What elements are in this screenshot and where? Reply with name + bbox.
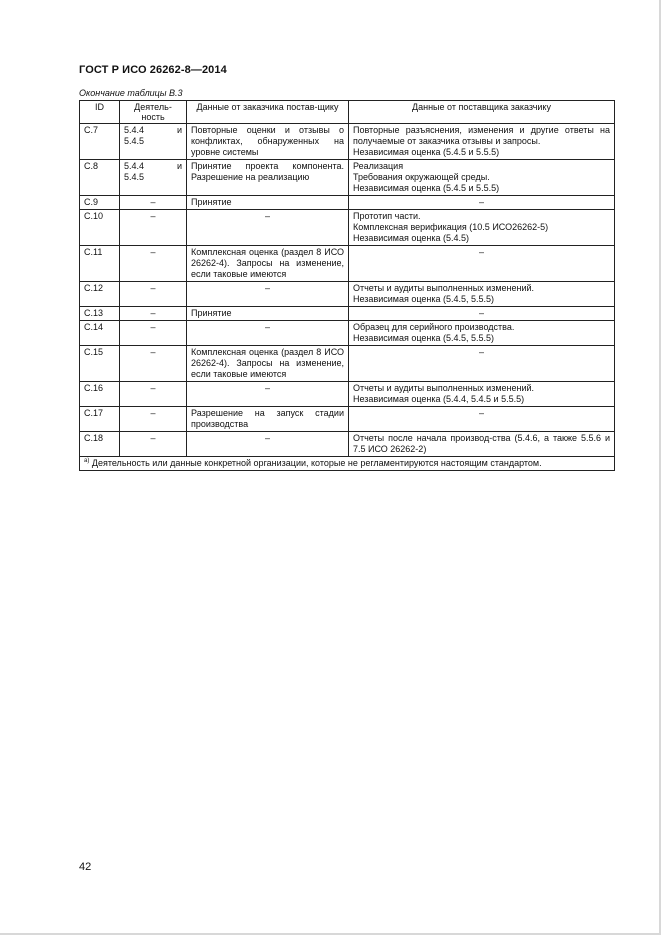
row-customer-data: Принятие: [187, 196, 349, 210]
row-supplier-data: Отчеты и аудиты выполненных изменений. Независимая оценка (5.4.4, 5.4.5 и 5.5.5): [349, 382, 615, 407]
row-supplier-data: Отчеты после начала производ-ства (5.4.6, а также 5.5.6 и 7.5 ИСО 26262-2): [349, 432, 615, 457]
footnote-marker: а): [84, 458, 90, 464]
row-id: C.10: [80, 210, 120, 246]
row-supplier-data: Образец для серийного производства. Независимая оценка (5.4.5, 5.5.5): [349, 321, 615, 346]
row-activity: –: [120, 307, 187, 321]
row-customer-data: –: [187, 282, 349, 307]
document-title: ГОСТ Р ИСО 26262-8—2014: [79, 64, 227, 76]
table-row: [80, 321, 615, 346]
row-customer-data: Повторные оценки и отзывы о конфликтах, обнаруженных на уровне системы: [187, 124, 349, 160]
row-customer-data: Комплексная оценка (раздел 8 ИСО 26262-4). Запросы на изменение, если таковые имеются: [187, 346, 349, 382]
data-table: [79, 100, 615, 471]
page-number: 42: [79, 861, 92, 873]
table-row: [80, 124, 615, 160]
row-activity: 5.4.4 и 5.4.5: [120, 160, 187, 196]
table-row: [80, 246, 615, 282]
row-supplier-data: Реализация Требования окружающей среды. Независимая оценка (5.4.5 и 5.5.5): [349, 160, 615, 196]
header-customer-data: Данные от заказчика постав-щику: [187, 101, 349, 124]
header-supplier-data: Данные от поставщика заказчику: [349, 101, 615, 124]
header-id: ID: [80, 101, 120, 124]
row-id: C.16: [80, 382, 120, 407]
row-id: C.17: [80, 407, 120, 432]
table-footnote: [80, 457, 615, 471]
table-header-row: [80, 101, 615, 124]
row-supplier-data: Отчеты и аудиты выполненных изменений. Независимая оценка (5.4.5, 5.5.5): [349, 282, 615, 307]
row-customer-data: –: [187, 382, 349, 407]
table-row: [80, 160, 615, 196]
row-id: C.9: [80, 196, 120, 210]
row-customer-data: –: [187, 321, 349, 346]
row-supplier-data: –: [349, 346, 615, 382]
row-supplier-data: Повторные разъяснения, изменения и другие ответы на получаемые от заказчика отзывы и запросы. Независимая оценка (5.4.5 и 5.5.5): [349, 124, 615, 160]
row-id: C.13: [80, 307, 120, 321]
row-supplier-data: –: [349, 196, 615, 210]
row-activity: –: [120, 382, 187, 407]
row-id: C.12: [80, 282, 120, 307]
table-row: [80, 196, 615, 210]
row-id: C.11: [80, 246, 120, 282]
table-row: [80, 346, 615, 382]
row-id: C.18: [80, 432, 120, 457]
row-supplier-data: –: [349, 246, 615, 282]
row-activity: –: [120, 282, 187, 307]
row-id: C.14: [80, 321, 120, 346]
row-supplier-data: –: [349, 407, 615, 432]
table-caption: Окончание таблицы B.3: [79, 88, 183, 98]
row-customer-data: Комплексная оценка (раздел 8 ИСО 26262-4). Запросы на изменение, если таковые имеются: [187, 246, 349, 282]
table-row: [80, 210, 615, 246]
row-activity: –: [120, 246, 187, 282]
row-customer-data: –: [187, 210, 349, 246]
row-customer-data: –: [187, 432, 349, 457]
row-activity: –: [120, 346, 187, 382]
row-activity: –: [120, 196, 187, 210]
table-row: [80, 382, 615, 407]
row-customer-data: Принятие: [187, 307, 349, 321]
row-activity: –: [120, 432, 187, 457]
row-id: C.15: [80, 346, 120, 382]
footnote-text: Деятельность или данные конкретной организации, которые не регламентируются настоящим стандартом.: [91, 458, 542, 468]
row-supplier-data: –: [349, 307, 615, 321]
table-row: [80, 282, 615, 307]
row-id: C.7: [80, 124, 120, 160]
row-activity: 5.4.4 и 5.4.5: [120, 124, 187, 160]
row-id: C.8: [80, 160, 120, 196]
row-activity: –: [120, 407, 187, 432]
table-row: [80, 307, 615, 321]
row-supplier-data: Прототип части. Комплексная верификация (10.5 ИСО26262-5) Независимая оценка (5.4.5): [349, 210, 615, 246]
table-footnote-row: [80, 457, 615, 471]
row-customer-data: Разрешение на запуск стадии производства: [187, 407, 349, 432]
row-activity: –: [120, 210, 187, 246]
row-activity: –: [120, 321, 187, 346]
header-activity: Деятель-ность: [120, 101, 187, 124]
row-customer-data: Принятие проекта компонента. Разрешение на реализацию: [187, 160, 349, 196]
table-row: [80, 432, 615, 457]
table-row: [80, 407, 615, 432]
